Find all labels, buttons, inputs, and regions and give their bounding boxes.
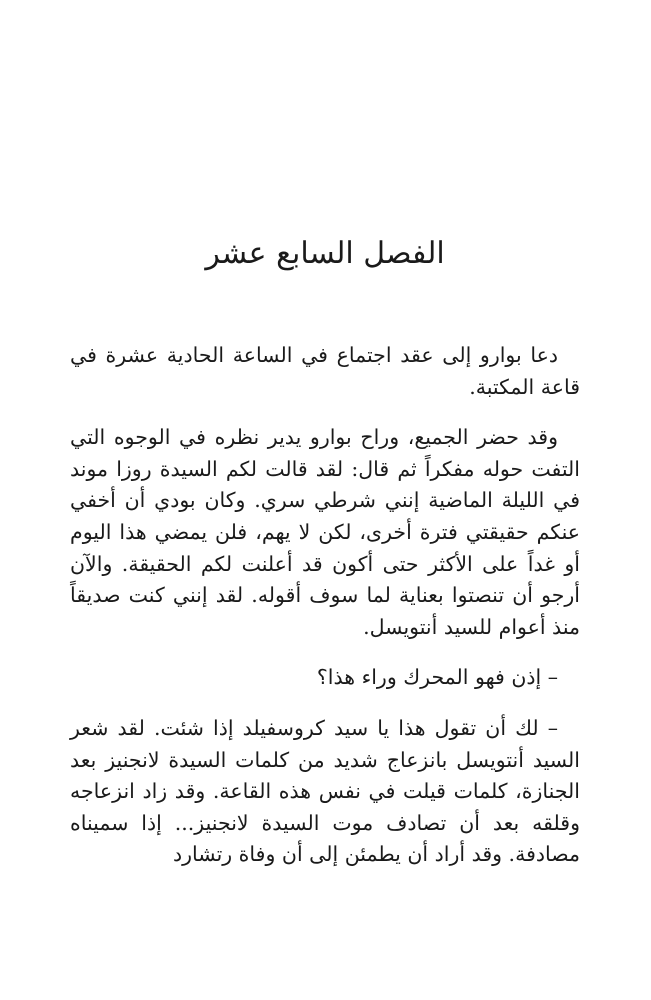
paragraph-1: دعا بوارو إلى عقد اجتماع في الساعة الحادية عشرة في قاعة المكتبة. xyxy=(70,343,580,399)
dialog-line-2: – لك أن تقول هذا يا سيد كروسفيلد إذا شئت. لقد شعر السيد أنتويسل بانزعاج شديد من كلمات السيدة لانجنيز بعد الجنازة، كلمات قيلت في نفس هذه القاعة. وقد زاد انزعاجه وقلقه بعد أن تصادف موت السيدة لانجنيز... إذا سميناه مصادفة. وقد أراد أن يطمئن إلى أن وفاة رتشارد xyxy=(70,715,580,867)
chapter-title: الفصل السابع عشر xyxy=(205,236,445,271)
chapter-body xyxy=(70,340,580,890)
paragraph-2: وقد حضر الجميع، وراح بوارو يدير نظره في الوجوه التي التفت حوله مفكراً ثم قال: لقد قالت لكم السيدة روزا موند في الليلة الماضية إنني شرطي سري. وكان بودي أن أخفي عنكم حقيقتي فترة أخرى، لكن لا يهم، فلن يمضي هذا اليوم أو غداً على الأكثر حتى أكون قد أعلنت لكم الحقيقة. والآن أرجو أن تنصتوا بعناية لما سوف أقوله. لقد إنني كنت صديقاً منذ أعوام للسيد أنتويسل. xyxy=(70,425,580,639)
dialog-line-1: – إذن فهو المحرك وراء هذا؟ xyxy=(316,665,558,690)
book-page xyxy=(70,0,580,1000)
